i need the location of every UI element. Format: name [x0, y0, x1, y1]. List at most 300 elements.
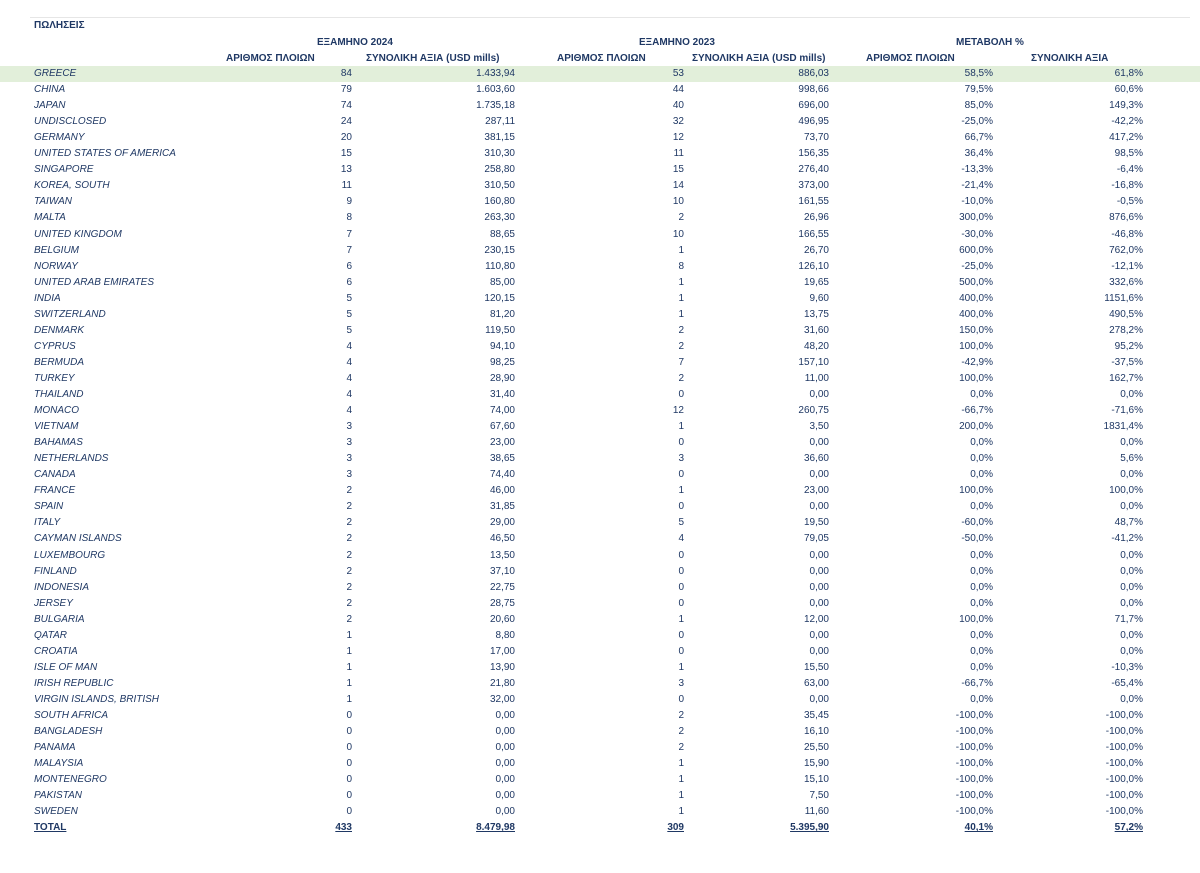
vessels-2023-cell: 1 [678, 276, 684, 288]
value-2023-cell: 9,60 [809, 292, 829, 304]
value-2023-cell: 0,00 [809, 389, 829, 400]
country-name-cell: SINGAPORE [34, 164, 94, 176]
vessels-change-cell: -13,3% [961, 164, 993, 176]
table-row [0, 531, 1200, 547]
country-name-cell: INDONESIA [34, 581, 90, 593]
vessels-2023-cell: 0 [678, 693, 684, 705]
vessels-2024-cell: 5 [346, 292, 352, 304]
vessels-2024-cell: 4 [346, 405, 352, 417]
table-row [0, 772, 1200, 788]
country-name-cell: BERMUDA [34, 356, 85, 368]
value-2023-cell: 19,65 [803, 276, 829, 288]
vessels-2024-cell: 2 [346, 485, 352, 497]
table-row [0, 451, 1200, 467]
value-change-cell: 0,0% [1120, 693, 1143, 705]
table-row [0, 612, 1200, 628]
vessels-change-cell: 0,0% [970, 645, 993, 657]
country-name-cell: MALAYSIA [34, 758, 84, 770]
value-2024-cell: 23,00 [489, 437, 515, 449]
vessels-2024-cell: 7 [346, 228, 352, 240]
vessels-2024-cell: 2 [346, 581, 352, 593]
table-row [0, 419, 1200, 435]
vessels-2024-cell: 2 [346, 613, 352, 625]
country-name-cell: BAHAMAS [34, 437, 83, 449]
value-change-cell: -100,0% [1105, 742, 1143, 754]
value-2023-cell: 373,00 [798, 180, 829, 192]
value-2023-cell: 26,96 [803, 212, 829, 224]
value-change-cell: -41,2% [1111, 533, 1143, 545]
vessels-2023-cell: 0 [678, 549, 684, 561]
value-change-cell: 60,6% [1114, 84, 1143, 96]
value-change-cell: 278,2% [1109, 324, 1143, 336]
vessels-2024-cell: 2 [346, 517, 352, 529]
vessels-change-cell: -100,0% [955, 774, 993, 786]
col-header-count-2023: ΑΡΙΘΜΟΣ ΠΛΟΙΩΝ [557, 53, 646, 64]
country-name-cell: TOTAL [34, 822, 67, 834]
value-2024-cell: 22,75 [489, 581, 515, 593]
country-name-cell: FRANCE [34, 485, 76, 497]
value-2024-cell: 381,15 [484, 132, 515, 144]
vessels-change-cell: -25,0% [961, 260, 993, 272]
value-change-cell: -71,6% [1111, 405, 1143, 417]
table-row [0, 130, 1200, 146]
vessels-change-cell: -100,0% [955, 790, 993, 802]
country-name-cell: FINLAND [34, 565, 77, 577]
country-name-cell: BELGIUM [34, 244, 80, 256]
value-2024-cell: 46,00 [489, 485, 515, 497]
vessels-2023-cell: 1 [678, 292, 684, 304]
vessels-2024-cell: 2 [346, 565, 352, 577]
value-2023-cell: 25,50 [803, 742, 829, 754]
table-row [0, 387, 1200, 403]
vessels-2024-cell: 15 [340, 148, 352, 160]
value-change-cell: 0,0% [1120, 565, 1143, 577]
country-name-cell: VIRGIN ISLANDS, BRITISH [34, 693, 160, 705]
country-name-cell: BULGARIA [34, 613, 85, 625]
vessels-change-cell: 0,0% [970, 453, 993, 465]
country-name-cell: SWEDEN [34, 806, 78, 818]
table-row [0, 210, 1200, 226]
vessels-2024-cell: 2 [346, 533, 352, 545]
value-change-cell: -42,2% [1111, 116, 1143, 128]
value-change-cell: 332,6% [1109, 276, 1143, 288]
country-name-cell: INDIA [34, 292, 61, 304]
value-2024-cell: 74,40 [489, 469, 515, 481]
value-change-cell: 61,8% [1114, 68, 1143, 79]
value-2023-cell: 19,50 [803, 517, 829, 529]
table-row [0, 227, 1200, 243]
value-change-cell: 490,5% [1109, 308, 1143, 320]
table-row [0, 275, 1200, 291]
vessels-2023-cell: 1 [678, 758, 684, 770]
table-row [0, 114, 1200, 130]
value-2024-cell: 263,30 [484, 212, 515, 224]
value-change-cell: 0,0% [1120, 469, 1143, 481]
value-2023-cell: 0,00 [809, 693, 829, 705]
table-row [0, 291, 1200, 307]
table-row [0, 499, 1200, 515]
vessels-2023-cell: 0 [678, 469, 684, 481]
vessels-2023-cell: 44 [672, 84, 684, 96]
table-row [0, 692, 1200, 708]
vessels-change-cell: -100,0% [955, 742, 993, 754]
value-2024-cell: 120,15 [484, 292, 515, 304]
value-change-cell: -100,0% [1105, 710, 1143, 721]
value-change-cell: 0,0% [1120, 645, 1143, 657]
vessels-2024-cell: 79 [340, 84, 352, 96]
value-2024-cell: 85,00 [489, 276, 515, 288]
value-2024-cell: 1.735,18 [476, 100, 515, 112]
table-row [0, 804, 1200, 820]
vessels-2023-cell: 0 [678, 629, 684, 641]
vessels-change-cell: -100,0% [955, 710, 993, 721]
country-name-cell: SOUTH AFRICA [34, 710, 109, 721]
value-2024-cell: 258,80 [484, 164, 515, 176]
value-2024-cell: 28,90 [489, 372, 515, 384]
value-change-cell: 71,7% [1114, 613, 1143, 625]
value-change-cell: 100,0% [1109, 485, 1143, 497]
country-name-cell: THAILAND [34, 389, 84, 400]
country-name-cell: DENMARK [34, 324, 85, 336]
vessels-change-cell: 40,1% [964, 822, 993, 834]
country-name-cell: UNITED STATES OF AMERICA [34, 148, 176, 160]
value-change-cell: 0,0% [1120, 549, 1143, 561]
table-row [0, 403, 1200, 419]
value-change-cell: -100,0% [1105, 758, 1143, 770]
value-2024-cell: 37,10 [489, 565, 515, 577]
value-2024-cell: 98,25 [489, 356, 515, 368]
vessels-2023-cell: 10 [672, 196, 684, 208]
value-change-cell: 98,5% [1114, 148, 1143, 160]
country-name-cell: SPAIN [34, 501, 64, 513]
table-row [0, 708, 1200, 724]
country-name-cell: PANAMA [34, 742, 76, 754]
table-row [0, 66, 1200, 82]
vessels-2023-cell: 3 [678, 453, 684, 465]
vessels-change-cell: 66,7% [964, 132, 993, 144]
vessels-2024-cell: 5 [346, 324, 352, 336]
vessels-2023-cell: 2 [678, 340, 684, 352]
table-row [0, 82, 1200, 98]
value-2024-cell: 0,00 [495, 774, 515, 786]
table-row [0, 564, 1200, 580]
vessels-2023-cell: 1 [678, 774, 684, 786]
vessels-2024-cell: 1 [346, 661, 352, 673]
vessels-2023-cell: 14 [672, 180, 684, 192]
vessels-2024-cell: 1 [346, 629, 352, 641]
country-name-cell: CROATIA [34, 645, 78, 657]
vessels-2024-cell: 1 [346, 645, 352, 657]
vessels-change-cell: 0,0% [970, 389, 993, 400]
vessels-2023-cell: 53 [672, 68, 684, 79]
vessels-2023-cell: 2 [678, 324, 684, 336]
value-2023-cell: 157,10 [798, 356, 829, 368]
value-2024-cell: 0,00 [495, 790, 515, 802]
vessels-2024-cell: 8 [346, 212, 352, 224]
table-row [0, 259, 1200, 275]
value-2023-cell: 26,70 [803, 244, 829, 256]
vessels-2024-cell: 1 [346, 677, 352, 689]
value-2023-cell: 36,60 [803, 453, 829, 465]
value-change-cell: -10,3% [1111, 661, 1143, 673]
vessels-2024-cell: 4 [346, 340, 352, 352]
table-row [0, 596, 1200, 612]
value-change-cell: 95,2% [1114, 340, 1143, 352]
country-name-cell: CHINA [34, 84, 66, 96]
country-name-cell: QATAR [34, 629, 67, 641]
value-change-cell: 0,0% [1120, 389, 1143, 400]
vessels-2023-cell: 1 [678, 613, 684, 625]
vessels-change-cell: -100,0% [955, 726, 993, 738]
country-name-cell: IRISH REPUBLIC [34, 677, 114, 689]
vessels-2024-cell: 1 [346, 693, 352, 705]
value-2023-cell: 73,70 [803, 132, 829, 144]
vessels-change-cell: 400,0% [959, 292, 993, 304]
value-2023-cell: 0,00 [809, 501, 829, 513]
vessels-2023-cell: 3 [678, 677, 684, 689]
vessels-2024-cell: 4 [346, 356, 352, 368]
vessels-2024-cell: 3 [346, 453, 352, 465]
table-row [0, 676, 1200, 692]
vessels-change-cell: -66,7% [961, 677, 993, 689]
vessels-change-cell: 100,0% [959, 372, 993, 384]
value-2024-cell: 17,00 [489, 645, 515, 657]
table-row [0, 660, 1200, 676]
value-2024-cell: 160,80 [484, 196, 515, 208]
table-row [0, 724, 1200, 740]
table-row [0, 98, 1200, 114]
value-2024-cell: 0,00 [495, 806, 515, 818]
vessels-2024-cell: 4 [346, 372, 352, 384]
value-change-cell: 1151,6% [1104, 292, 1143, 304]
table-row [0, 178, 1200, 194]
vessels-change-cell: 0,0% [970, 661, 993, 673]
table-row [0, 740, 1200, 756]
table-row [0, 580, 1200, 596]
vessels-change-cell: 0,0% [970, 693, 993, 705]
vessels-change-cell: 0,0% [970, 597, 993, 609]
value-change-cell: -37,5% [1111, 356, 1143, 368]
value-2023-cell: 0,00 [809, 581, 829, 593]
value-2023-cell: 31,60 [803, 324, 829, 336]
value-2024-cell: 8,80 [495, 629, 515, 641]
vessels-2023-cell: 0 [678, 501, 684, 513]
vessels-2023-cell: 1 [678, 244, 684, 256]
value-2024-cell: 81,20 [489, 308, 515, 320]
country-name-cell: CAYMAN ISLANDS [34, 533, 122, 545]
vessels-2023-cell: 32 [672, 116, 684, 128]
value-2024-cell: 88,65 [489, 228, 515, 240]
vessels-change-cell: -30,0% [961, 228, 993, 240]
value-change-cell: 149,3% [1109, 100, 1143, 112]
country-name-cell: GREECE [34, 68, 77, 79]
value-2023-cell: 11,60 [804, 806, 829, 818]
value-change-cell: 0,0% [1120, 501, 1143, 513]
vessels-2023-cell: 1 [678, 661, 684, 673]
vessels-change-cell: -66,7% [961, 405, 993, 417]
value-change-cell: 762,0% [1109, 244, 1143, 256]
vessels-change-cell: 58,5% [964, 68, 993, 79]
country-name-cell: BANGLADESH [34, 726, 103, 738]
vessels-2023-cell: 12 [672, 132, 684, 144]
vessels-change-cell: 0,0% [970, 565, 993, 577]
vessels-2023-cell: 12 [672, 405, 684, 417]
value-2023-cell: 166,55 [798, 228, 829, 240]
vessels-change-cell: 500,0% [959, 276, 993, 288]
value-change-cell: 876,6% [1109, 212, 1143, 224]
vessels-change-cell: -10,0% [961, 196, 993, 208]
value-change-cell: 162,7% [1109, 372, 1143, 384]
value-2023-cell: 15,90 [803, 758, 829, 770]
vessels-2023-cell: 8 [678, 260, 684, 272]
col-header-value-2024: ΣΥΝΟΛΙΚΗ ΑΞΙΑ (USD mills) [366, 53, 500, 64]
country-name-cell: ISLE OF MAN [34, 661, 98, 673]
vessels-2023-cell: 4 [678, 533, 684, 545]
vessels-2024-cell: 24 [340, 116, 352, 128]
value-2023-cell: 0,00 [809, 437, 829, 449]
value-change-cell: 48,7% [1114, 517, 1143, 529]
vessels-2024-cell: 433 [335, 822, 352, 834]
vessels-2023-cell: 2 [678, 742, 684, 754]
table-row [0, 515, 1200, 531]
vessels-2023-cell: 7 [678, 356, 684, 368]
value-change-cell: -46,8% [1111, 228, 1143, 240]
value-2023-cell: 63,00 [803, 677, 829, 689]
vessels-2024-cell: 4 [346, 389, 352, 400]
value-2024-cell: 310,30 [484, 148, 515, 160]
country-name-cell: UNITED KINGDOM [34, 228, 122, 240]
vessels-2024-cell: 2 [346, 597, 352, 609]
vessels-change-cell: 300,0% [959, 212, 993, 224]
vessels-2024-cell: 0 [346, 710, 352, 721]
vessels-2023-cell: 1 [678, 806, 684, 818]
table-row [0, 146, 1200, 162]
value-2024-cell: 119,50 [485, 324, 515, 336]
group-header-2023: ΕΞΑΜΗΝΟ 2023 [639, 37, 715, 48]
value-2024-cell: 46,50 [489, 533, 515, 545]
country-name-cell: TURKEY [34, 372, 75, 384]
group-header-change: ΜΕΤΑΒΟΛΗ % [956, 37, 1024, 48]
value-change-cell: 0,0% [1120, 437, 1143, 449]
value-change-cell: 5,6% [1120, 453, 1143, 465]
vessels-change-cell: -21,4% [961, 180, 993, 192]
vessels-change-cell: -100,0% [955, 758, 993, 770]
value-change-cell: 0,0% [1120, 597, 1143, 609]
value-2024-cell: 74,00 [489, 405, 515, 417]
value-2023-cell: 156,35 [798, 148, 829, 160]
value-2023-cell: 0,00 [809, 629, 829, 641]
top-divider [30, 17, 1190, 18]
value-2024-cell: 38,65 [489, 453, 515, 465]
value-2023-cell: 276,40 [798, 164, 829, 176]
vessels-2023-cell: 0 [678, 389, 684, 400]
value-2024-cell: 110,80 [485, 260, 515, 272]
vessels-2024-cell: 2 [346, 549, 352, 561]
table-row [0, 467, 1200, 483]
country-name-cell: ITALY [34, 517, 61, 529]
country-name-cell: PAKISTAN [34, 790, 82, 802]
sheet-title: ΠΩΛΗΣΕΙΣ [34, 20, 85, 31]
value-change-cell: 0,0% [1120, 629, 1143, 641]
value-change-cell: -12,1% [1111, 260, 1143, 272]
vessels-2024-cell: 20 [340, 132, 352, 144]
vessels-change-cell: 0,0% [970, 581, 993, 593]
country-name-cell: NETHERLANDS [34, 453, 109, 465]
country-name-cell: JERSEY [34, 597, 73, 609]
country-name-cell: LUXEMBOURG [34, 549, 106, 561]
vessels-change-cell: -60,0% [961, 517, 993, 529]
value-2024-cell: 29,00 [489, 517, 515, 529]
value-2023-cell: 15,50 [803, 661, 829, 673]
value-2024-cell: 31,85 [489, 501, 515, 513]
vessels-2024-cell: 84 [340, 68, 352, 79]
vessels-2024-cell: 6 [346, 260, 352, 272]
country-name-cell: MALTA [34, 212, 66, 224]
vessels-change-cell: 150,0% [959, 324, 993, 336]
value-2023-cell: 161,55 [798, 196, 829, 208]
vessels-2024-cell: 11 [341, 180, 352, 192]
value-change-cell: -0,5% [1116, 196, 1143, 208]
vessels-change-cell: -42,9% [961, 356, 993, 368]
value-2023-cell: 0,00 [809, 565, 829, 577]
vessels-change-cell: 100,0% [959, 613, 993, 625]
value-2024-cell: 0,00 [495, 710, 515, 721]
table-row [0, 243, 1200, 259]
table-row [0, 628, 1200, 644]
value-2024-cell: 0,00 [495, 742, 515, 754]
country-name-cell: GERMANY [34, 132, 85, 144]
vessels-2023-cell: 2 [678, 212, 684, 224]
country-name-cell: TAIWAN [34, 196, 72, 208]
country-name-cell: SWITZERLAND [34, 308, 106, 320]
vessels-2024-cell: 5 [346, 308, 352, 320]
country-name-cell: CYPRUS [34, 340, 76, 352]
vessels-2024-cell: 0 [346, 742, 352, 754]
col-header-value-2023: ΣΥΝΟΛΙΚΗ ΑΞΙΑ (USD mills) [692, 53, 826, 64]
value-2023-cell: 696,00 [798, 100, 829, 112]
table-row [0, 339, 1200, 355]
group-header-2024: ΕΞΑΜΗΝΟ 2024 [317, 37, 393, 48]
value-2023-cell: 35,45 [803, 710, 829, 721]
vessels-2023-cell: 5 [678, 517, 684, 529]
vessels-2023-cell: 309 [667, 822, 684, 834]
table-row [0, 162, 1200, 178]
value-2024-cell: 31,40 [489, 389, 515, 400]
value-2023-cell: 886,03 [798, 68, 829, 79]
vessels-2023-cell: 2 [678, 372, 684, 384]
value-change-cell: -100,0% [1105, 806, 1143, 818]
table-row [0, 644, 1200, 660]
col-header-value-change: ΣΥΝΟΛΙΚΗ ΑΞΙΑ [1031, 53, 1109, 64]
vessels-change-cell: 0,0% [970, 501, 993, 513]
value-2023-cell: 126,10 [798, 260, 829, 272]
value-2023-cell: 3,50 [809, 421, 829, 433]
vessels-change-cell: 600,0% [959, 244, 993, 256]
table-row [0, 435, 1200, 451]
value-2024-cell: 20,60 [489, 613, 515, 625]
vessels-2024-cell: 0 [346, 806, 352, 818]
value-2024-cell: 1.433,94 [476, 68, 515, 79]
value-2024-cell: 67,60 [489, 421, 515, 433]
vessels-2024-cell: 3 [346, 421, 352, 433]
vessels-change-cell: 0,0% [970, 549, 993, 561]
table-row [0, 548, 1200, 564]
value-2023-cell: 15,10 [803, 774, 829, 786]
value-change-cell: -100,0% [1105, 726, 1143, 738]
vessels-change-cell: 0,0% [970, 469, 993, 481]
value-2024-cell: 230,15 [484, 244, 515, 256]
vessels-2024-cell: 3 [346, 437, 352, 449]
